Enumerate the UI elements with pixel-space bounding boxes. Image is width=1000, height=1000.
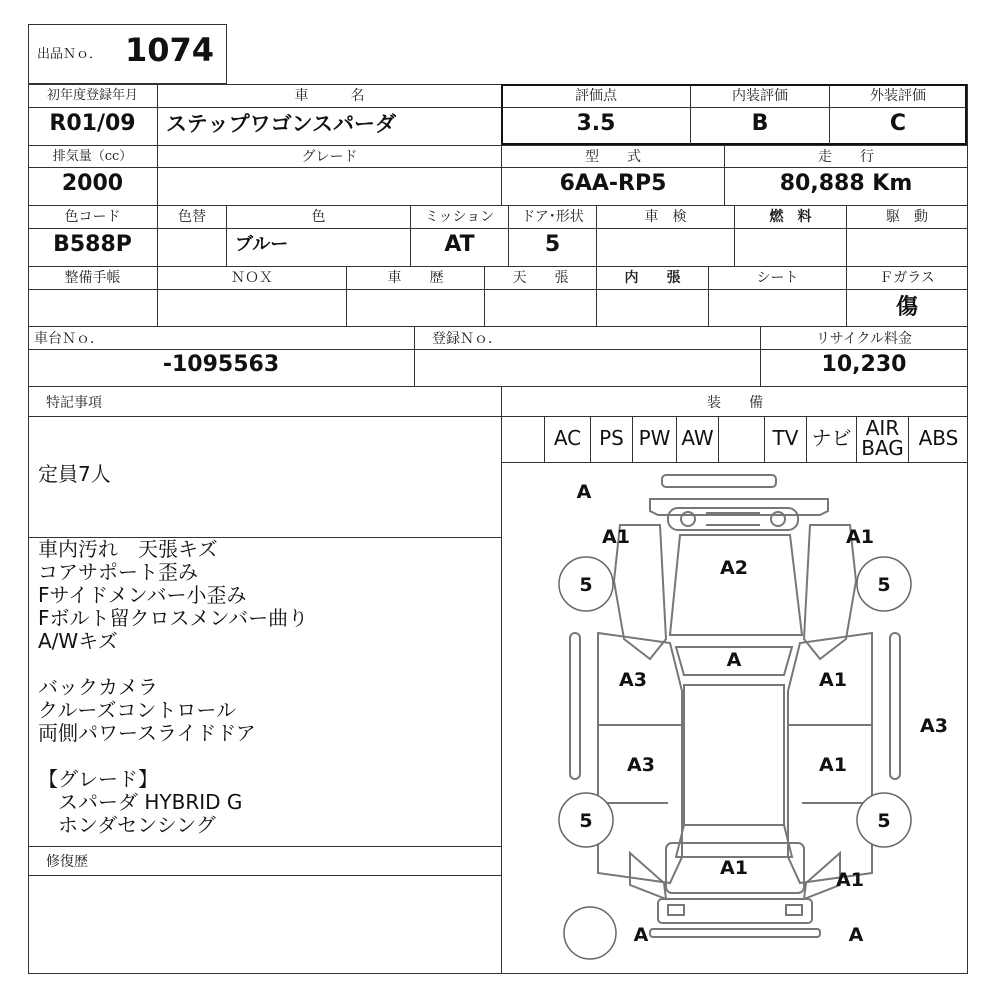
score-label: 評価点 (575, 88, 617, 104)
color-value: ブルー (235, 234, 289, 255)
damage-mark-front-left-tire: 5 (579, 574, 593, 596)
damage-mark-front-right-fender: A1 (846, 526, 874, 548)
damage-mark-front-right-tire: 5 (877, 574, 891, 596)
lot-box (28, 24, 227, 84)
notes-top: 定員7人 (38, 462, 111, 486)
grade-label: グレード (301, 149, 358, 165)
damage-mark-right-front-door: A1 (819, 669, 847, 691)
drive-label: 駆 動 (886, 209, 928, 225)
car-name-value: ステップワゴンスパーダ (166, 112, 396, 136)
nox-label: ＮＯＸ (231, 270, 273, 286)
reg-date-label: 初年度登録年月 (46, 88, 138, 103)
seat-label: シート (756, 270, 799, 286)
equipment-item: ナビ (806, 416, 856, 462)
notes-line: クルーズコントロール (38, 698, 236, 722)
damage-mark-rear-bumper-right: A (848, 924, 864, 946)
notes-line: スパーダ HYBRID G (38, 790, 243, 814)
interior-rating-value: B (751, 111, 769, 136)
equipment-item: PS (590, 416, 632, 462)
damage-mark-rear-bumper-left: A (633, 924, 649, 946)
interior-trim-label: 内 張 (624, 270, 681, 286)
front-glass-label: Ｆガラス (879, 270, 935, 286)
notes-line (38, 653, 498, 676)
exterior-rating-label: 外装評価 (870, 88, 926, 104)
notes-line: Fボルト留クロスメンバー曲り (38, 606, 309, 630)
recycle-fee-label: リサイクル料金 (815, 331, 913, 347)
mileage-value: 80,888 Km (779, 171, 913, 196)
damage-mark-back-door: A1 (720, 857, 748, 879)
displacement-value: 2000 (61, 171, 124, 196)
reg-date-value: R01/09 (49, 111, 136, 136)
damage-mark-front-left-fender: A1 (602, 526, 630, 548)
notes-line: 【グレード】 (38, 767, 158, 791)
damage-mark-rear-right-tire: 5 (877, 810, 891, 832)
equipment-item (718, 416, 764, 462)
color-label: 色 (311, 209, 326, 225)
interior-rating-label: 内装評価 (732, 88, 788, 104)
equipment-label: 装 備 (707, 395, 763, 411)
notes-line: バックカメラ (38, 675, 158, 699)
displacement-label: 排気量（cc） (52, 149, 133, 164)
equipment-item: TV (764, 416, 806, 462)
equipment-row (502, 416, 968, 462)
equipment-item: AIR BAG (856, 416, 908, 462)
chassis-no-value: -1095563 (162, 352, 280, 377)
damage-mark-left-rear-door: A3 (627, 754, 655, 776)
mission-value: AT (444, 232, 475, 257)
damage-mark-roof: A (726, 649, 742, 671)
lot-number: 1074 (125, 31, 215, 69)
registration-no-label: 登録Ｎｏ． (432, 331, 502, 347)
front-glass-value: 傷 (895, 294, 918, 320)
notes-label: 特記事項 (46, 395, 102, 411)
notes-line: A/Wキズ (38, 629, 118, 653)
damage-mark-rear-right-fender: A1 (836, 869, 864, 891)
mission-label: ミッション (424, 209, 495, 225)
notes-line: コアサポート歪み (38, 560, 198, 584)
equipment-item: AC (544, 416, 590, 462)
damage-mark-layer (577, 481, 948, 946)
service-book-label: 整備手帳 (64, 270, 121, 286)
repair-history-label: 修復歴 (46, 854, 88, 870)
damage-mark-right-quarter: A3 (920, 715, 948, 737)
model-value: 6AA-RP5 (559, 171, 667, 196)
mileage-label: 走 行 (818, 149, 874, 165)
equipment-item: AW (676, 416, 718, 462)
notes-line: Fサイドメンバー小歪み (38, 583, 247, 607)
score-value: 3.5 (576, 111, 616, 136)
inspection-label: 車 検 (644, 209, 687, 225)
equipment-item: PW (632, 416, 676, 462)
vehicle-history-label: 車 歴 (387, 270, 444, 286)
equipment-item (502, 416, 544, 462)
color-code-value: B588P (53, 232, 132, 257)
ceiling-label: 天 張 (512, 270, 569, 286)
notes-line: 両側パワースライドドア (38, 721, 256, 745)
damage-mark-hood: A2 (720, 557, 748, 579)
damage-mark-left-front-door: A3 (619, 669, 647, 691)
damage-mark-front-bumper: A (576, 481, 592, 503)
notes-line: 車内汚れ 天張キズ (38, 537, 218, 561)
door-label: ドア･形状 (521, 209, 584, 225)
model-label: 型 式 (585, 149, 641, 165)
notes-list (38, 538, 498, 837)
damage-mark-right-rear-door: A1 (819, 754, 847, 776)
notes-line: ホンダセンシング (38, 813, 216, 837)
color-code-label: 色コード (64, 209, 121, 225)
door-value: 5 (544, 232, 561, 257)
chassis-no-label: 車台Ｎｏ． (34, 331, 104, 347)
fuel-label: 燃 料 (769, 209, 812, 225)
recolor-label: 色替 (178, 209, 206, 225)
lot-label: 出品Ｎｏ． (37, 47, 103, 62)
exterior-rating-value: C (889, 111, 907, 136)
car-name-label: 車 名 (294, 88, 365, 104)
notes-line (38, 745, 498, 768)
damage-mark-rear-left-tire: 5 (579, 810, 593, 832)
damage-diagram (502, 463, 968, 973)
recycle-fee-value: 10,230 (821, 352, 907, 377)
equipment-item: ABS (908, 416, 968, 462)
